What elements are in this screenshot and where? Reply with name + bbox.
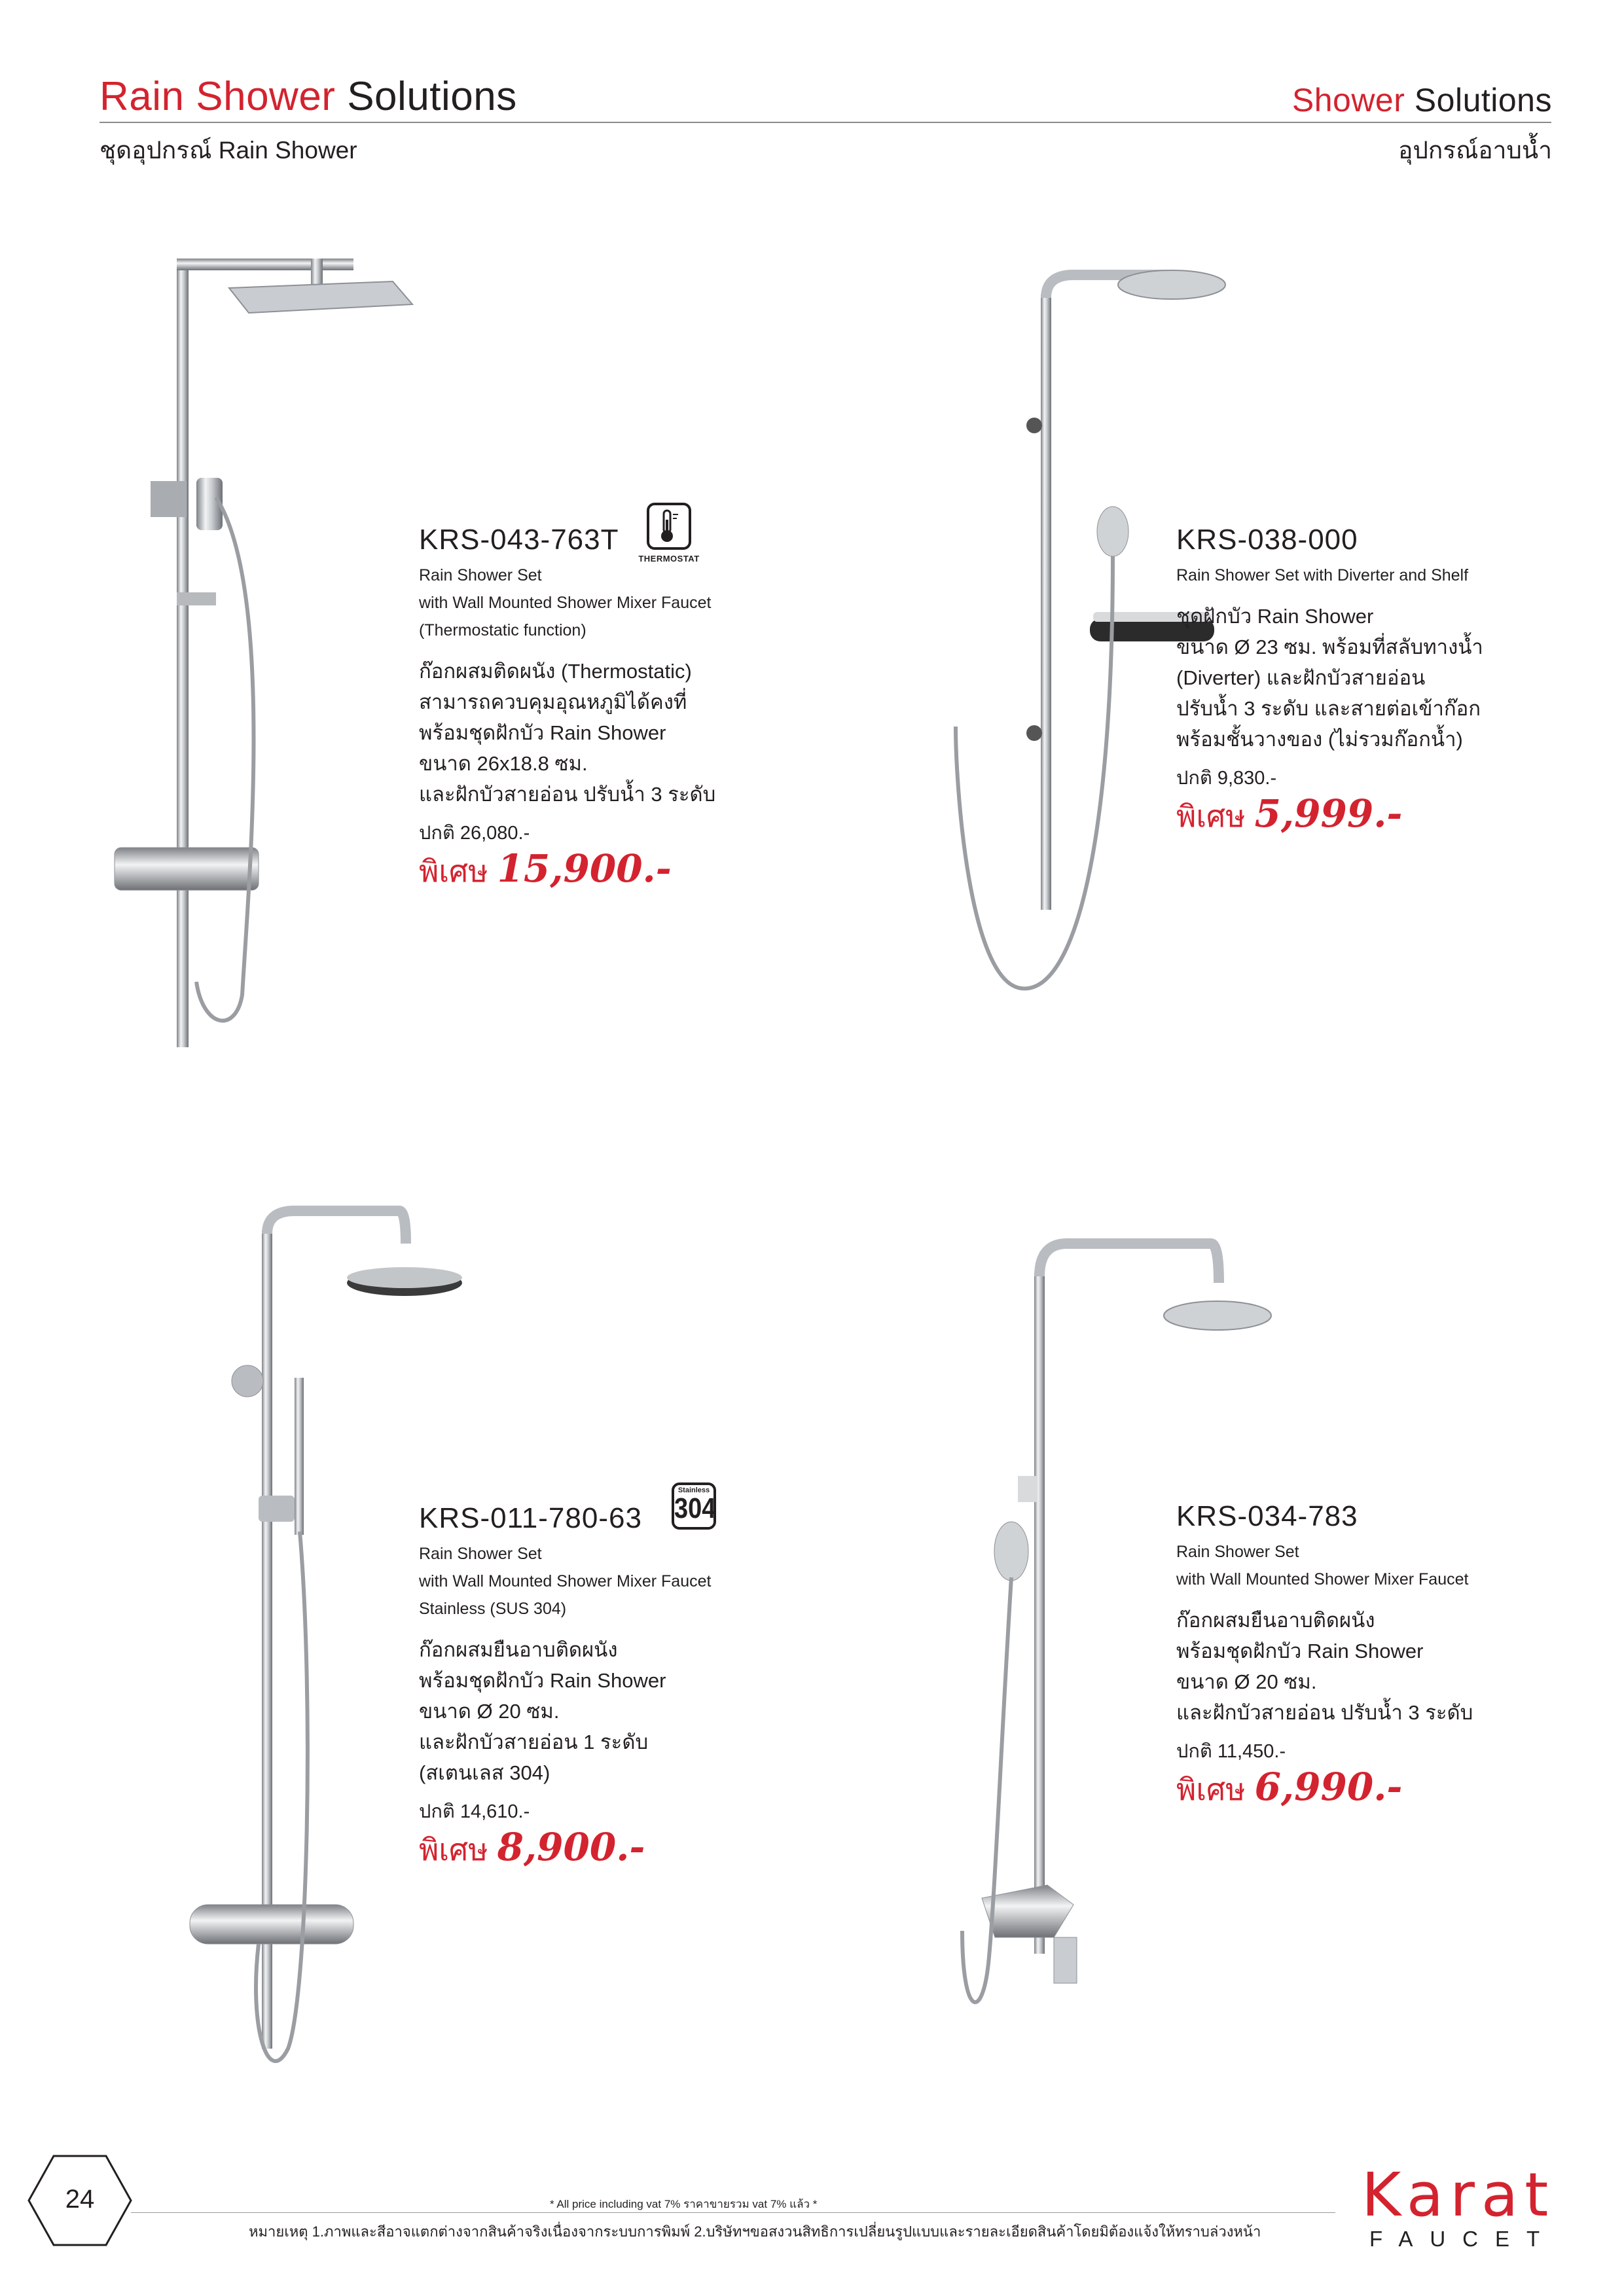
normal-price: ปกติ 9,830.- [1176,768,1277,789]
special-price: 8,900.- [497,1825,645,1869]
product-card-krs-034-783 [1176,1500,1595,1814]
product-desc-th-5: และฝักบัวสายอ่อน ปรับน้ำ 3 ระดับ [419,783,716,806]
product-desc-th-2: พร้อมชุดฝักบัว Rain Shower [1176,1640,1424,1662]
product-desc-en-2: with Wall Mounted Shower Mixer Faucet [419,594,712,612]
product-card-krs-011-780-63 [419,1502,838,1874]
karat-logo: Karat [1362,2160,1555,2230]
special-price: 6,990.- [1254,1765,1403,1809]
product-desc-th-1: ชุดฝักบัว Rain Shower [1176,605,1374,628]
karat-logo-sub: FAUCET [1369,2227,1557,2251]
product-desc-en-1: Rain Shower Set [419,1545,542,1563]
product-desc-en-3: (Thermostatic function) [419,621,586,639]
special-price-label: พิเศษ [419,854,488,888]
product-card-krs-038-000 [1176,524,1595,840]
footer-disclaimer: หมายเหตุ 1.ภาพและสีอาจแตกต่างจากสินค้าจริงเนื่องจากระบบการพิมพ์ 2.บริษัทฯขอสงวนสิทธิการเปลี่ยนรูปแบบและรายละเอียดสินค้าโดยมิต้องแจ้งให้ทราบล่วงหน้า [249,2223,1261,2240]
thermostat-badge: THERMOSTAT [630,503,708,575]
special-price-row [419,846,838,895]
product-desc-th-4: ปรับน้ำ 3 ระดับ และสายต่อเข้าก๊อก [1176,697,1481,720]
product-desc-th-4: และฝักบัวสายอ่อน 1 ระดับ [419,1731,649,1753]
product-desc-th-2: ขนาด Ø 23 ซม. พร้อมที่สลับทางน้ำ [1176,636,1483,658]
product-desc-th-3: ขนาด Ø 20 ซม. [419,1700,560,1723]
product-desc-en-1: Rain Shower Set [1176,1543,1299,1561]
product-desc-th-2: สามารถควบคุมอุณหภูมิได้คงที่ [419,691,687,713]
product-desc-th-4: และฝักบัวสายอ่อน ปรับน้ำ 3 ระดับ [1176,1701,1473,1724]
special-price-row [1176,1765,1595,1814]
normal-price: ปกติ 14,610.- [419,1801,530,1822]
product-code: KRS-043-763T [419,524,619,556]
vat-note: * All price including vat 7% ราคาขายรวม vat 7% แล้ว * [550,2198,818,2210]
product-desc-th-2: พร้อมชุดฝักบัว Rain Shower [419,1669,666,1692]
footer-divider [131,2212,1335,2213]
thermometer-icon [647,503,691,550]
special-price: 15,900.- [497,846,672,891]
product-desc-th-3: (Diverter) และฝักบัวสายอ่อน [1176,666,1426,689]
product-desc-en-1: Rain Shower Set [419,566,542,584]
product-desc-th-1: ก๊อกผสมติดผนัง (Thermostatic) [419,660,692,683]
product-card-krs-043-763t [419,524,838,895]
normal-price: ปกติ 26,080.- [419,823,530,844]
product-desc-en-2: with Wall Mounted Shower Mixer Faucet [419,1572,712,1590]
product-desc-th-1: ก๊อกผสมยืนอาบติดผนัง [1176,1609,1375,1632]
page-title-right: Shower Solutions [1291,82,1552,118]
page-subtitle-left: ชุดอุปกรณ์ Rain Shower [99,137,357,164]
product-desc-th-3: พร้อมชุดฝักบัว Rain Shower [419,721,666,744]
product-code: KRS-038-000 [1176,524,1358,556]
product-desc-en-2: with Wall Mounted Shower Mixer Faucet [1176,1570,1469,1589]
special-price-row [419,1825,838,1874]
product-image-krs-043-763t [115,259,412,1047]
special-price-label: พิเศษ [1176,1772,1246,1806]
product-code: KRS-034-783 [1176,1500,1358,1532]
stainless-304-icon: Stainless 304 [672,1482,716,1530]
product-code: KRS-011-780-63 [419,1502,642,1534]
normal-price: ปกติ 11,450.- [1176,1741,1286,1762]
product-desc-th-4: ขนาด 26x18.8 ซม. [419,752,588,775]
product-desc-en-3: Stainless (SUS 304) [419,1600,567,1618]
product-desc-th-5: พร้อมชั้นวางของ (ไม่รวมก๊อกน้ำ) [1176,728,1463,751]
special-price-label: พิเศษ [419,1833,488,1867]
page-number: 24 [65,2185,95,2214]
special-price-row [1176,791,1595,840]
product-desc-th-1: ก๊อกผสมยืนอาบติดผนัง [419,1638,618,1661]
special-price-label: พิเศษ [1176,799,1246,833]
product-desc-th-5: (สเตนเลส 304) [419,1761,550,1784]
page-title-left: Rain Shower Solutions [99,74,517,119]
page-subtitle-right: อุปกรณ์อาบน้ำ [1398,137,1552,164]
product-desc-th-3: ขนาด Ø 20 ซม. [1176,1670,1317,1693]
special-price: 5,999.- [1254,791,1403,836]
product-desc-en-1: Rain Shower Set with Diverter and Shelf [1176,566,1469,584]
